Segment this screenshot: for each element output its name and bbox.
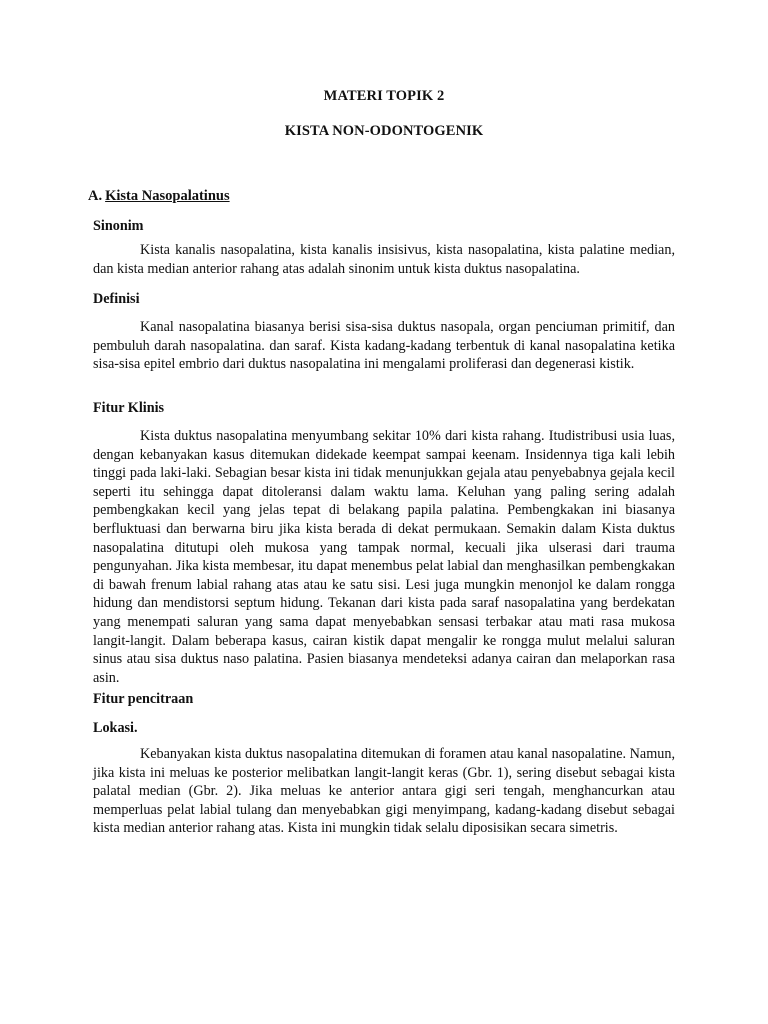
definisi-body: [93, 318, 675, 374]
fitur-pencitraan-heading: Fitur pencitraan: [93, 691, 194, 707]
fitur-klinis-body: [93, 427, 675, 687]
document-subtitle: KISTA NON-ODONTOGENIK: [284, 123, 484, 139]
definisi-paragraph: Kanal nasopalatina biasanya berisi sisa-sisa duktus nasopala, organ penciuman primitif, dan pembuluh darah nasopalatina. dan saraf. Kista kadang-kadang terbentuk di kanal nasopalatina ketika sisa-sisa epitel embrio dari duktus nasopalatina ini mengalami proliferasi dan degenerasi kistik.: [93, 319, 675, 373]
lokasi-paragraph: Kebanyakan kista duktus nasopalatina ditemukan di foramen atau kanal nasopalatine. Namun, jika kista ini meluas ke posterior melibatkan langit-langit keras (Gbr. 1), sering disebut sebagai kista palatal median (Gbr. 2). Jika meluas ke anterior antara gigi seri tengah, menghancurkan atau memperluas pelat labial tulang dan menyebabkan gigi menyimpang, kadang-kadang disebut sebagai kista median anterior rahang atas. Kista ini mungkin tidak selalu diposisikan secara simetris.: [93, 746, 675, 837]
fitur-klinis-heading: Fitur Klinis: [93, 400, 165, 416]
sinonim-body: [93, 241, 675, 278]
lokasi-heading: Lokasi.: [93, 720, 138, 736]
document-title: MATERI TOPIK 2: [323, 88, 445, 104]
fitur-klinis-paragraph: Kista duktus nasopalatina menyumbang sekitar 10% dari kista rahang. Itudistribusi usia luas, dengan kebanyakan kasus ditemukan didekade keempat sampai keenam. Insidennya tiga kali lebih tinggi pada laki-laki. Sebagian besar kista ini tidak menunjukkan gejala atau penyebabnya gejala kecil seperti itu sehingga dapat ditoleransi dalam waktu lama. Keluhan yang paling sering adalah pembengkakan kecil yang jelas tepat di belakang papila palatina. Pembengkakan ini biasanya berfluktuasi dan berwarna biru jika kista berada di dekat permukaan. Semakin dalam Kista duktus nasopalatina ditutupi oleh mukosa yang tampak normal, kecuali jika ulserasi dari trauma pengunyahan. Jika kista membesar, itu dapat menembus pelat labial dan menghasilkan pembengkakan di bawah frenum labial rahang atas atau ke satu sisi. Lesi juga mungkin menonjol ke dalam rongga hidung dan mendistorsi septum hidung. Tekanan dari kista pada saraf nasopalatina yang berdekatan yang menempati saluran yang sama dapat menyebabkan sensasi terbakar atau mati rasa mukosa langit-langit. Dalam beberapa kasus, cairan kistik dapat mengalir ke rongga mulut melalui saluran sinus atau sisa duktus naso palatina. Pasien biasanya mendeteksi adanya cairan dan melaporkan rasa asin.: [93, 428, 675, 686]
section-title: Kista Nasopalatinus: [105, 188, 230, 204]
definisi-heading: Definisi: [93, 291, 140, 307]
lokasi-body: [93, 745, 675, 838]
sinonim-heading: Sinonim: [93, 218, 144, 234]
section-number: A.: [88, 188, 103, 204]
section-heading: [88, 188, 230, 205]
sinonim-paragraph: Kista kanalis nasopalatina, kista kanalis insisivus, kista nasopalatina, kista palatine median, dan kista median anterior rahang atas adalah sinonim untuk kista duktus nasopalatina.: [93, 242, 675, 277]
